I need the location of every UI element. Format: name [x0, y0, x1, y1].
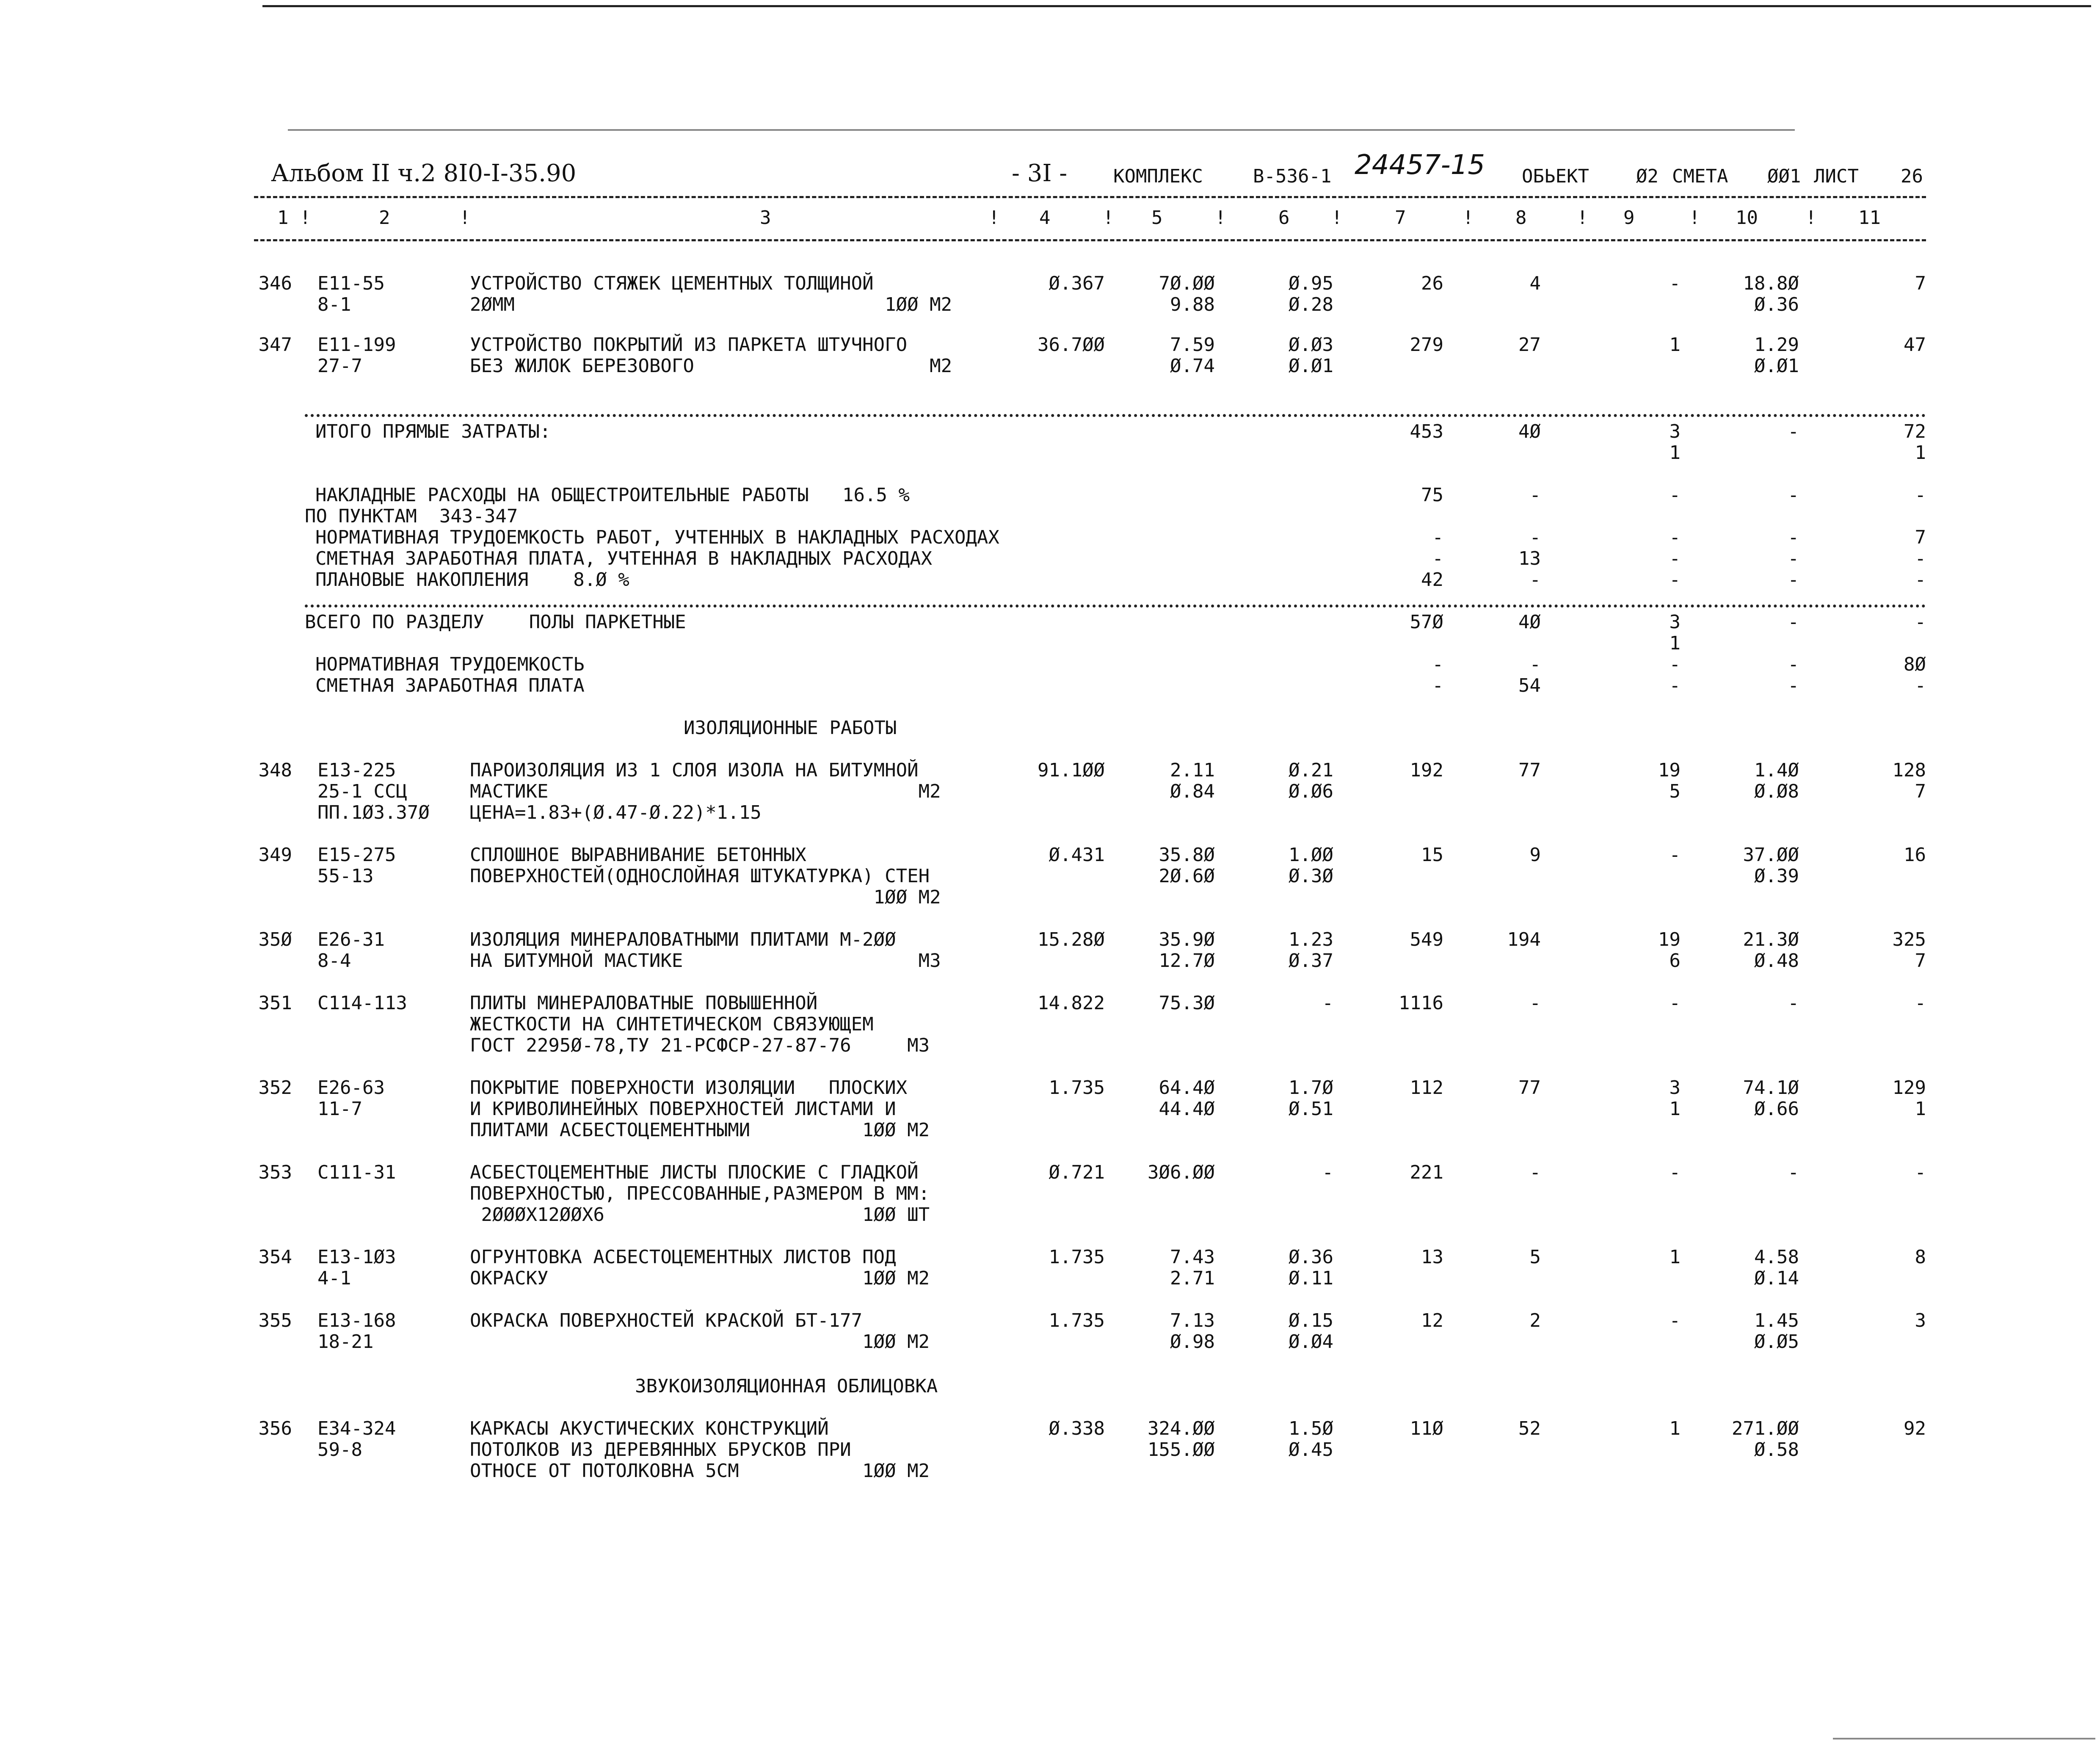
col-sep: ! — [1463, 207, 1474, 229]
cell-c7: 549 — [1410, 929, 1443, 950]
cell-code: Е11-55 — [317, 273, 385, 294]
cell-c6: - — [1322, 992, 1333, 1014]
cell-c11: - — [1915, 1162, 1926, 1183]
cell-c4: Ø.338 — [1049, 1418, 1105, 1439]
cell-desc: ГОСТ 2295Ø-78,ТУ 21-РСФСР-27-87-76 М3 — [470, 1035, 930, 1056]
cell-desc: ОКРАСКУ 1ØØ М2 — [470, 1267, 930, 1289]
cell-desc: ОГРУНТОВКА АСБЕСТОЦЕМЕНТНЫХ ЛИСТОВ ПОД — [470, 1246, 896, 1268]
cell-code: 27-7 — [317, 355, 362, 377]
norm-value: - — [1432, 654, 1443, 675]
cell-code: 4-1 — [317, 1267, 351, 1289]
itogo-col9-b: 1 — [1669, 442, 1681, 464]
col-sep: ! — [1331, 207, 1343, 229]
cell-c6: 1.7Ø — [1289, 1077, 1333, 1099]
cell-c5: 2.11 — [1170, 759, 1215, 781]
cell-code: ПП.1Ø3.37Ø — [317, 802, 430, 823]
cell-c11: 325 — [1892, 929, 1926, 950]
itogo-col11-a: 72 — [1904, 421, 1926, 442]
col-11-label: 11 — [1858, 207, 1881, 229]
cell-desc: ПАРОИЗОЛЯЦИЯ ИЗ 1 СЛОЯ ИЗОЛА НА БИТУМНОЙ — [470, 759, 919, 781]
cell-c8: 77 — [1518, 1077, 1541, 1099]
cell-c10: 74.1Ø — [1743, 1077, 1799, 1099]
col-10-label: 10 — [1736, 207, 1758, 229]
cell-c8: 194 — [1507, 929, 1541, 950]
cell-c8: 52 — [1518, 1418, 1541, 1439]
cell-c5: 64.4Ø — [1159, 1077, 1215, 1099]
overhead-value: 7 — [1915, 527, 1926, 548]
page-number: - 3I - — [1012, 160, 1068, 187]
cell-code: 55-13 — [317, 865, 374, 887]
overhead-value: 42 — [1421, 569, 1443, 591]
col-sep: ! — [1577, 207, 1588, 229]
handwritten-number: 24457-15 — [1355, 149, 1485, 181]
col-sep: ! — [988, 207, 1000, 229]
cell-c11: 8 — [1915, 1246, 1926, 1268]
cell-c11: 128 — [1892, 759, 1926, 781]
cell-c10: 37.ØØ — [1743, 844, 1799, 866]
norm-value: - — [1788, 675, 1799, 696]
cell-c7: 1116 — [1399, 992, 1443, 1014]
col-5-label: 5 — [1151, 207, 1163, 229]
cell-desc: УСТРОЙСТВО СТЯЖЕК ЦЕМЕНТНЫХ ТОЛЩИНОЙ — [470, 273, 874, 294]
cell-c10: 1.4Ø — [1754, 759, 1799, 781]
row-number: 353 — [258, 1162, 292, 1183]
norm-value: - — [1432, 675, 1443, 696]
smeta-number: ØØ1 — [1767, 166, 1801, 187]
cell-c10: Ø.Ø1 — [1754, 355, 1799, 377]
cell-c9: 1 — [1669, 334, 1681, 356]
cell-c7: 15 — [1421, 844, 1443, 866]
overhead-value: - — [1788, 484, 1799, 506]
cell-c7: 221 — [1410, 1162, 1443, 1183]
cell-c6: - — [1322, 1162, 1333, 1183]
cell-c9: - — [1669, 844, 1681, 866]
col-1-label: 1 ! — [277, 207, 311, 229]
cell-c9: 19 — [1658, 929, 1681, 950]
cell-c9: 1 — [1669, 1098, 1681, 1120]
col-sep: ! — [1805, 207, 1817, 229]
cell-c11: 7 — [1915, 950, 1926, 972]
cell-c7: 13 — [1421, 1246, 1443, 1268]
vsego-col8: 4Ø — [1518, 611, 1541, 633]
overhead-value: - — [1529, 484, 1541, 506]
overhead-value: - — [1915, 548, 1926, 569]
vsego-col7: 57Ø — [1410, 611, 1443, 633]
complex-code: В-536-1 — [1253, 166, 1332, 187]
cell-c10: Ø.58 — [1754, 1439, 1799, 1461]
cell-c9: 19 — [1658, 759, 1681, 781]
cell-code: Е34-324 — [317, 1418, 396, 1439]
row-number: 348 — [258, 759, 292, 781]
cell-c5: 9.88 — [1170, 294, 1215, 315]
norm-value: - — [1915, 675, 1926, 696]
overhead-line-1: НАКЛАДНЫЕ РАСХОДЫ НА ОБЩЕСТРОИТЕЛЬНЫЕ РАБОТЫ 16.5 % — [315, 484, 910, 506]
object-label: ОБЬЕКТ — [1522, 166, 1589, 187]
cell-c5: 2Ø.6Ø — [1159, 865, 1215, 887]
norm-value: 54 — [1518, 675, 1541, 696]
col-7-label: 7 — [1395, 207, 1406, 229]
cell-c7: 26 — [1421, 273, 1443, 294]
vsego-col11: - — [1915, 611, 1926, 633]
cell-desc: БЕЗ ЖИЛОК БЕРЕЗОВОГО М2 — [470, 355, 952, 377]
cell-c8: 4 — [1529, 273, 1541, 294]
cell-code: 25-1 ССЦ — [317, 781, 407, 802]
overhead-value: - — [1669, 548, 1681, 569]
dotted-separator — [305, 414, 1926, 417]
cell-c6: Ø.45 — [1289, 1439, 1333, 1461]
cell-c10: 1.29 — [1754, 334, 1799, 356]
cell-c6: Ø.21 — [1289, 759, 1333, 781]
cell-c8: 77 — [1518, 759, 1541, 781]
cell-desc: ОКРАСКА ПОВЕРХНОСТЕЙ КРАСКОЙ БТ-177 — [470, 1310, 863, 1331]
cell-c9: - — [1669, 273, 1681, 294]
itogo-col10: - — [1788, 421, 1799, 442]
norm-value: - — [1669, 654, 1681, 675]
col-6-label: 6 — [1278, 207, 1290, 229]
cell-c10: Ø.14 — [1754, 1267, 1799, 1289]
cell-c10: Ø.39 — [1754, 865, 1799, 887]
cell-c6: Ø.95 — [1289, 273, 1333, 294]
cell-c9: - — [1669, 1310, 1681, 1331]
cell-c11: 3 — [1915, 1310, 1926, 1331]
cell-c10: Ø.48 — [1754, 950, 1799, 972]
overhead-value: 13 — [1518, 548, 1541, 569]
norm-line-2: СМЕТНАЯ ЗАРАБОТНАЯ ПЛАТА — [315, 675, 585, 696]
cell-c10: 21.3Ø — [1743, 929, 1799, 950]
cell-c9: 1 — [1669, 1246, 1681, 1268]
cell-c10: - — [1788, 1162, 1799, 1183]
col-sep: ! — [459, 207, 471, 229]
header-rule-top — [254, 196, 1926, 198]
cell-c11: 7 — [1915, 273, 1926, 294]
cell-c6: Ø.Ø6 — [1289, 781, 1333, 802]
cell-code: Е13-225 — [317, 759, 396, 781]
cell-c6: Ø.28 — [1289, 294, 1333, 315]
header-rule-bottom — [254, 239, 1926, 241]
complex-label: КОМПЛЕКС — [1113, 166, 1203, 187]
cell-desc: КАРКАСЫ АКУСТИЧЕСКИХ КОНСТРУКЦИЙ — [470, 1418, 829, 1439]
cell-c11: 129 — [1892, 1077, 1926, 1099]
norm-line-1: НОРМАТИВНАЯ ТРУДОЕМКОСТЬ — [315, 654, 585, 675]
cell-desc: ПЛИТАМИ АСБЕСТОЦЕМЕНТНЫМИ 1ØØ М2 — [470, 1119, 930, 1141]
overhead-line-2: ПО ПУНКТАМ 343-347 — [305, 505, 518, 527]
overhead-value: - — [1788, 569, 1799, 591]
cell-c4: Ø.431 — [1049, 844, 1105, 866]
cell-c5: 324.ØØ — [1148, 1418, 1215, 1439]
cell-c4: 91.1ØØ — [1038, 759, 1105, 781]
row-number: 354 — [258, 1246, 292, 1268]
cell-desc: ЦЕНА=1.83+(Ø.47-Ø.22)*1.15 — [470, 802, 762, 823]
cell-c4: Ø.367 — [1049, 273, 1105, 294]
cell-code: 18-21 — [317, 1331, 374, 1353]
cell-c4: 36.7ØØ — [1038, 334, 1105, 356]
cell-c9: - — [1669, 992, 1681, 1014]
cell-c5: 75.3Ø — [1159, 992, 1215, 1014]
cell-c5: 35.9Ø — [1159, 929, 1215, 950]
col-sep: ! — [1689, 207, 1700, 229]
cell-c6: 1.5Ø — [1289, 1418, 1333, 1439]
dotted-separator — [305, 605, 1926, 607]
overhead-value: - — [1915, 484, 1926, 506]
top-edge-line — [262, 5, 2091, 7]
itogo-col7: 453 — [1410, 421, 1443, 442]
cell-desc: ИЗОЛЯЦИЯ МИНЕРАЛОВАТНЫМИ ПЛИТАМИ М-2ØØ — [470, 929, 896, 950]
cell-c6: Ø.3Ø — [1289, 865, 1333, 887]
cell-c6: Ø.Ø1 — [1289, 355, 1333, 377]
cell-code: С111-31 — [317, 1162, 396, 1183]
cell-c6: Ø.Ø4 — [1289, 1331, 1333, 1353]
cell-c5: 7Ø.ØØ — [1159, 273, 1215, 294]
cell-code: 11-7 — [317, 1098, 362, 1120]
cell-c5: 35.8Ø — [1159, 844, 1215, 866]
cell-c6: Ø.15 — [1289, 1310, 1333, 1331]
cell-c4: 15.28Ø — [1038, 929, 1105, 950]
cell-c10: 1.45 — [1754, 1310, 1799, 1331]
overhead-value: 75 — [1421, 484, 1443, 506]
cell-c5: 7.59 — [1170, 334, 1215, 356]
cell-c8: - — [1529, 1162, 1541, 1183]
overhead-value: - — [1529, 569, 1541, 591]
cell-c5: 2.71 — [1170, 1267, 1215, 1289]
cell-c10: 18.8Ø — [1743, 273, 1799, 294]
norm-value: - — [1529, 654, 1541, 675]
cell-c6: 1.23 — [1289, 929, 1333, 950]
overhead-value: - — [1788, 548, 1799, 569]
col-9-label: 9 — [1623, 207, 1635, 229]
cell-c10: - — [1788, 992, 1799, 1014]
cell-c7: 12 — [1421, 1310, 1443, 1331]
cell-desc: ПОВЕРХНОСТЬЮ, ПРЕССОВАННЫЕ,РАЗМЕРОМ В ММ: — [470, 1183, 930, 1204]
cell-desc: 1ØØ М2 — [470, 886, 941, 908]
row-number: 356 — [258, 1418, 292, 1439]
overhead-value: - — [1669, 527, 1681, 548]
cell-c7: 279 — [1410, 334, 1443, 356]
cell-c5: 7.13 — [1170, 1310, 1215, 1331]
cell-desc: ОТНОСЕ ОТ ПОТОЛКОВНА 5СМ 1ØØ М2 — [470, 1460, 930, 1482]
cell-desc: И КРИВОЛИНЕЙНЫХ ПОВЕРХНОСТЕЙ ЛИСТАМИ И — [470, 1098, 896, 1120]
overhead-value: - — [1788, 527, 1799, 548]
vsego-col9-b: 1 — [1669, 632, 1681, 654]
cell-c8: 2 — [1529, 1310, 1541, 1331]
cell-code: Е13-1Ø3 — [317, 1246, 396, 1268]
cell-c6: 1.ØØ — [1289, 844, 1333, 866]
album-title: Альбом II ч.2 8I0-I-35.90 — [271, 160, 577, 187]
col-8-label: 8 — [1515, 207, 1527, 229]
itogo-label: ИТОГО ПРЯМЫЕ ЗАТРАТЫ: — [315, 421, 551, 442]
cell-c5: Ø.74 — [1170, 355, 1215, 377]
overhead-line-4: СМЕТНАЯ ЗАРАБОТНАЯ ПЛАТА, УЧТЕННАЯ В НАКЛАДНЫХ РАСХОДАХ — [315, 548, 932, 569]
cell-desc: 2ØØØХ12ØØХ6 1ØØ ШТ — [470, 1204, 930, 1226]
cell-c10: Ø.36 — [1754, 294, 1799, 315]
cell-c9: 6 — [1669, 950, 1681, 972]
vsego-col10: - — [1788, 611, 1799, 633]
col-sep: ! — [1103, 207, 1114, 229]
cell-c5: 7.43 — [1170, 1246, 1215, 1268]
sheet-label: ЛИСТ — [1814, 166, 1859, 187]
cell-c6: Ø.51 — [1289, 1098, 1333, 1120]
row-number: 355 — [258, 1310, 292, 1331]
cell-desc: 2ØММ 1ØØ М2 — [470, 294, 952, 315]
cell-desc: ПОТОЛКОВ ИЗ ДЕРЕВЯННЫХ БРУСКОВ ПРИ — [470, 1439, 851, 1461]
itogo-col9-a: 3 — [1669, 421, 1681, 442]
cell-code: С114-113 — [317, 992, 407, 1014]
cell-c5: 44.4Ø — [1159, 1098, 1215, 1120]
cell-c4: 1.735 — [1049, 1310, 1105, 1331]
cell-code: Е15-275 — [317, 844, 396, 866]
cell-desc: СПЛОШНОЕ ВЫРАВНИВАНИЕ БЕТОННЫХ — [470, 844, 806, 866]
cell-c4: 1.735 — [1049, 1246, 1105, 1268]
section-title-sound: ЗВУКОИЗОЛЯЦИОННАЯ ОБЛИЦОВКА — [635, 1375, 938, 1397]
cell-c5: Ø.98 — [1170, 1331, 1215, 1353]
cell-c9: 5 — [1669, 781, 1681, 802]
cell-code: Е13-168 — [317, 1310, 396, 1331]
norm-value: - — [1788, 654, 1799, 675]
cell-code: Е26-63 — [317, 1077, 385, 1099]
cell-c11: - — [1915, 992, 1926, 1014]
row-number: 35Ø — [258, 929, 292, 950]
col-4-label: 4 — [1039, 207, 1051, 229]
cell-c6: Ø.11 — [1289, 1267, 1333, 1289]
top-guide-line — [288, 129, 1795, 131]
cell-c5: Ø.84 — [1170, 781, 1215, 802]
cell-desc: УСТРОЙСТВО ПОКРЫТИЙ ИЗ ПАРКЕТА ШТУЧНОГО — [470, 334, 908, 356]
cell-c9: 3 — [1669, 1077, 1681, 1099]
cell-c7: 112 — [1410, 1077, 1443, 1099]
itogo-col11-b: 1 — [1915, 442, 1926, 464]
norm-value: - — [1669, 675, 1681, 696]
overhead-value: - — [1529, 527, 1541, 548]
cell-c7: 192 — [1410, 759, 1443, 781]
cell-c10: 271.ØØ — [1732, 1418, 1799, 1439]
cell-c8: 9 — [1529, 844, 1541, 866]
cell-code: 8-4 — [317, 950, 351, 972]
cell-desc: АСБЕСТОЦЕМЕНТНЫЕ ЛИСТЫ ПЛОСКИЕ С ГЛАДКОЙ — [470, 1162, 919, 1183]
vsego-label: ВСЕГО ПО РАЗДЕЛУ ПОЛЫ ПАРКЕТНЫЕ — [305, 611, 686, 633]
row-number: 346 — [258, 273, 292, 294]
cell-c6: Ø.Ø3 — [1289, 334, 1333, 356]
overhead-value: - — [1432, 548, 1443, 569]
cell-c11: 47 — [1904, 334, 1926, 356]
cell-c11: 1 — [1915, 1098, 1926, 1120]
cell-c9: 1 — [1669, 1418, 1681, 1439]
overhead-line-5: ПЛАНОВЫЕ НАКОПЛЕНИЯ 8.Ø % — [315, 569, 629, 591]
row-number: 347 — [258, 334, 292, 356]
col-sep: ! — [1215, 207, 1226, 229]
row-number: 349 — [258, 844, 292, 866]
cell-c5: 155.ØØ — [1148, 1439, 1215, 1461]
cell-c8: - — [1529, 992, 1541, 1014]
object-number: Ø2 — [1636, 166, 1658, 187]
overhead-line-3: НОРМАТИВНАЯ ТРУДОЕМКОСТЬ РАБОТ, УЧТЕННЫХ В НАКЛАДНЫХ РАСХОДАХ — [315, 527, 999, 548]
cell-c8: 5 — [1529, 1246, 1541, 1268]
overhead-value: - — [1669, 484, 1681, 506]
cell-desc: МАСТИКЕ М2 — [470, 781, 941, 802]
cell-desc: ЖЕСТКОСТИ НА СИНТЕТИЧЕСКОМ СВЯЗУЮЩЕМ — [470, 1013, 874, 1035]
overhead-value: - — [1915, 569, 1926, 591]
overhead-value: - — [1432, 527, 1443, 548]
norm-value: 8Ø — [1904, 654, 1926, 675]
col-3-label: 3 — [760, 207, 771, 229]
cell-c5: 3Ø6.ØØ — [1148, 1162, 1215, 1183]
itogo-col8: 4Ø — [1518, 421, 1541, 442]
cell-c6: Ø.36 — [1289, 1246, 1333, 1268]
section-title-insulation: ИЗОЛЯЦИОННЫЕ РАБОТЫ — [684, 717, 897, 739]
smeta-label: СМЕТА — [1672, 166, 1728, 187]
vsego-col9-a: 3 — [1669, 611, 1681, 633]
cell-desc: ПЛИТЫ МИНЕРАЛОВАТНЫЕ ПОВЫШЕННОЙ — [470, 992, 818, 1014]
cell-c9: - — [1669, 1162, 1681, 1183]
cell-c6: Ø.37 — [1289, 950, 1333, 972]
row-number: 352 — [258, 1077, 292, 1099]
cell-c11: 16 — [1904, 844, 1926, 866]
cell-desc: ПОКРЫТИЕ ПОВЕРХНОСТИ ИЗОЛЯЦИИ ПЛОСКИХ — [470, 1077, 908, 1099]
cell-c4: 1.735 — [1049, 1077, 1105, 1099]
cell-c10: Ø.Ø8 — [1754, 781, 1799, 802]
cell-c11: 92 — [1904, 1418, 1926, 1439]
cell-c10: Ø.Ø5 — [1754, 1331, 1799, 1353]
cell-code: 59-8 — [317, 1439, 362, 1461]
cell-c10: Ø.66 — [1754, 1098, 1799, 1120]
cell-c11: 7 — [1915, 781, 1926, 802]
cell-c4: Ø.721 — [1049, 1162, 1105, 1183]
bottom-guide-line — [1833, 1738, 2095, 1739]
cell-code: Е11-199 — [317, 334, 396, 356]
cell-c4: 14.822 — [1038, 992, 1105, 1014]
cell-c10: 4.58 — [1754, 1246, 1799, 1268]
col-2-label: 2 — [379, 207, 390, 229]
sheet-number: 26 — [1901, 166, 1923, 187]
row-number: 351 — [258, 992, 292, 1014]
cell-c7: 11Ø — [1410, 1418, 1443, 1439]
overhead-value: - — [1669, 569, 1681, 591]
cell-c5: 12.7Ø — [1159, 950, 1215, 972]
cell-desc: 1ØØ М2 — [470, 1331, 930, 1353]
cell-desc: НА БИТУМНОЙ МАСТИКЕ М3 — [470, 950, 941, 972]
cell-c8: 27 — [1518, 334, 1541, 356]
cell-code: 8-1 — [317, 294, 351, 315]
cell-code: Е26-31 — [317, 929, 385, 950]
cell-desc: ПОВЕРХНОСТЕЙ(ОДНОСЛОЙНАЯ ШТУКАТУРКА) СТЕН — [470, 865, 930, 887]
